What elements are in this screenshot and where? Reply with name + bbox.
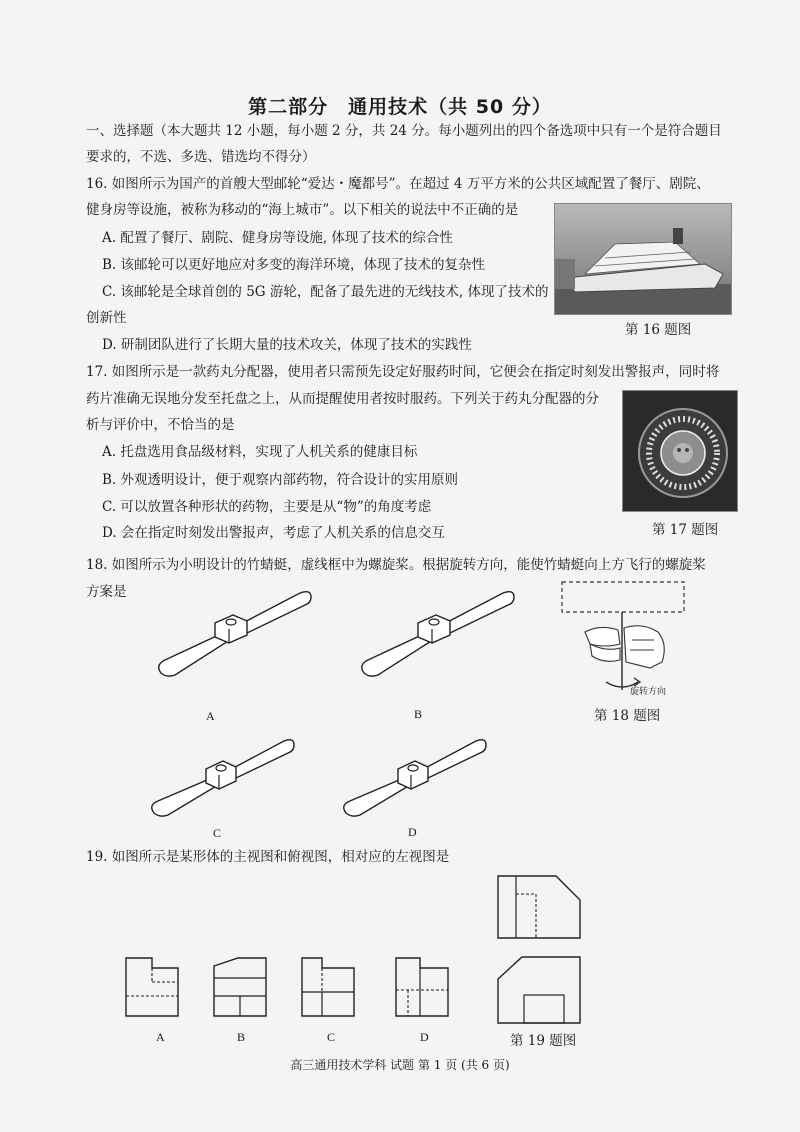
q16-option-a: A. 配置了餐厅、剧院、健身房等设施, 体现了技术的综合性 bbox=[102, 230, 453, 246]
q19-front-view bbox=[496, 874, 582, 940]
rotation-direction-label: 旋转方向 bbox=[630, 686, 667, 696]
q18-label-c: C bbox=[213, 826, 222, 840]
q16-option-d: D. 研制团队进行了长期大量的技术攻关，体现了技术的实践性 bbox=[102, 337, 472, 353]
q16-option-c-line2: 创新性 bbox=[86, 310, 127, 326]
q19-top-view bbox=[496, 955, 582, 1025]
q19-option-a-view bbox=[124, 956, 180, 1018]
q16-stem-line1: 16. 如图所示为国产的首艘大型邮轮“爱达・魔都号”。在超过 4 万平方米的公共区域配置了餐厅、剧院、 bbox=[86, 176, 710, 192]
q18-option-d-propeller bbox=[340, 733, 490, 823]
bamboo-dragonfly-hands-figure bbox=[550, 582, 690, 692]
q17-stem-line2: 药片准确无误地分发至托盘之上，从而提醒使用者按时服药。下列关于药丸分配器的分 bbox=[86, 391, 599, 407]
q17-figure-caption: 第 17 题图 bbox=[652, 522, 719, 538]
q18-option-a-propeller bbox=[155, 585, 315, 685]
q17-stem-line3: 析与评价中，不恰当的是 bbox=[86, 417, 235, 433]
q16-stem-line2: 健身房等设施，被称为移动的“海上城市”。以下相关的说法中不正确的是 bbox=[86, 202, 519, 218]
q16-option-b: B. 该邮轮可以更好地应对多变的海洋环境，体现了技术的复杂性 bbox=[102, 257, 486, 273]
q17-option-c: C. 可以放置各种形状的药物，主要是从“物”的角度考虑 bbox=[102, 499, 432, 515]
q16-option-c-line1: C. 该邮轮是全球首创的 5G 游轮，配备了最先进的无线技术, 体现了技术的 bbox=[102, 284, 549, 300]
cruise-ship-photo bbox=[554, 203, 732, 315]
q18-label-a: A bbox=[206, 709, 215, 723]
q19-label-a: A bbox=[156, 1030, 165, 1044]
pill-dispenser-photo bbox=[622, 390, 738, 512]
q19-stem: 19. 如图所示是某形体的主视图和俯视图，相对应的左视图是 bbox=[86, 849, 450, 865]
q19-figure-caption: 第 19 题图 bbox=[510, 1033, 577, 1049]
page-title: 第二部分 通用技术（共 50 分） bbox=[248, 96, 552, 118]
q16-figure-caption: 第 16 题图 bbox=[625, 322, 692, 338]
q19-option-c-view bbox=[300, 956, 356, 1018]
q17-stem-line1: 17. 如图所示是一款药丸分配器，使用者只需预先设定好服药时间，它便会在指定时刻发出警报声，同时将 bbox=[86, 364, 720, 380]
q18-option-b-propeller bbox=[358, 585, 518, 685]
q17-option-d: D. 会在指定时刻发出警报声，考虑了人机关系的信息交互 bbox=[102, 525, 445, 541]
q19-option-b-view bbox=[212, 956, 268, 1018]
section-instructions-line2: 要求的，不选、多选、错选均不得分） bbox=[86, 149, 316, 165]
q19-option-d-view bbox=[394, 956, 450, 1018]
q18-label-d: D bbox=[408, 825, 417, 839]
q18-label-b: B bbox=[414, 707, 423, 721]
page-footer: 高三通用技术学科 试题 第 1 页 (共 6 页) bbox=[290, 1058, 510, 1072]
q19-label-d: D bbox=[420, 1030, 429, 1044]
q18-stem-line1: 18. 如图所示为小明设计的竹蜻蜓，虚线框中为螺旋桨。根据旋转方向，能使竹蜻蜓向上方飞行的螺旋桨 bbox=[86, 557, 706, 573]
q17-option-b: B. 外观透明设计，便于观察内部药物，符合设计的实用原则 bbox=[102, 472, 459, 488]
q18-figure-caption: 第 18 题图 bbox=[594, 708, 661, 724]
q19-label-c: C bbox=[327, 1030, 336, 1044]
section-instructions-line1: 一、选择题（本大题共 12 小题，每小题 2 分，共 24 分。每小题列出的四个备选项中只有一个是符合题目 bbox=[86, 123, 722, 139]
q19-label-b: B bbox=[237, 1030, 246, 1044]
q17-option-a: A. 托盘选用食品级材料，实现了人机关系的健康目标 bbox=[102, 444, 418, 460]
q18-option-c-propeller bbox=[148, 733, 298, 823]
q18-stem-line2: 方案是 bbox=[86, 584, 127, 600]
